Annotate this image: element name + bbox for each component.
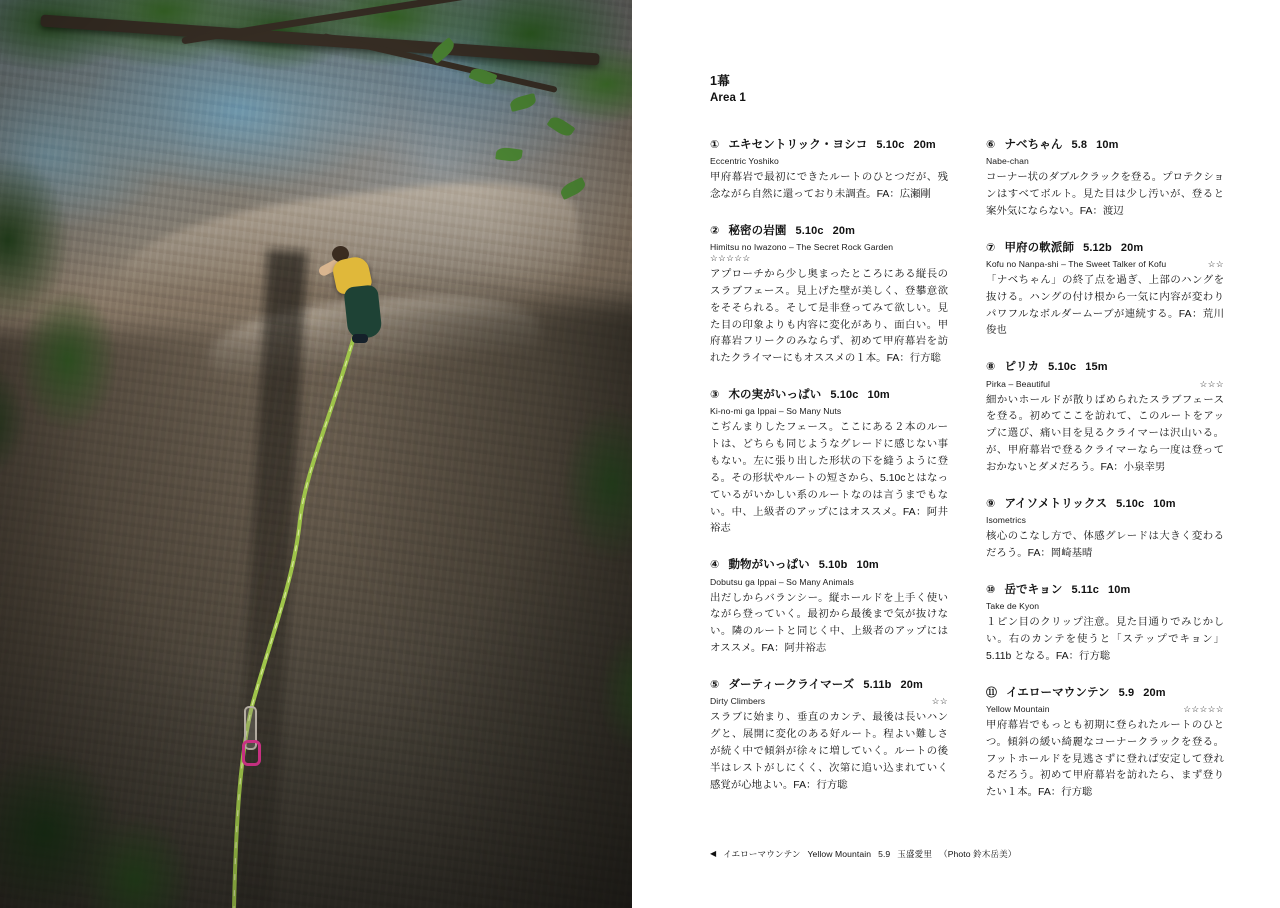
route-grade: 5.10c [830,389,859,402]
route-length: 10m [1096,138,1119,151]
route-description: コーナー状のダブルクラックを登る。プロテクションはすべてボルト。見た目は少し汚いが、登ると案外気にならない。FA：渡辺 [986,172,1225,217]
route-length: 20m [913,138,936,151]
route-name-ja: エキセントリック・ヨシコ [728,138,868,151]
route-number: ④ [710,559,720,572]
route-title-line [986,359,1224,376]
route-entry [710,557,948,658]
route-sub-line [986,258,1224,270]
route-description: スラブに始まり、垂直のカンテ、最後は長いハングと、展開に変化のある好ルート。程よい難しさが続く中で傾斜が徐々に増していく。ルートの後半はレストがしにくく、次第に追い込まれていく感覚が心地よい。FA：行方聡 [710,712,948,791]
route-name-en: Dirty Climbers [710,696,766,707]
route-description: アプローチから少し奥まったところにある縦長のスラブフェース。見上げた壁が美しく、登攀意欲をそそられる。そして是非登ってみて欲しい。見た目の印象よりも内容に変化があり、面白い。甲府幕岩フリークのみならず、初めて甲府幕岩を訪れたクライマーにもオススメの１本。FA：行方聡 [710,269,948,365]
route-grade: 5.9 [1118,686,1135,699]
left-arrow-icon: ◀ [710,849,717,858]
route-description: 甲府幕岩でもっとも初期に登られたルートのひとつ。傾斜の緩い綺麗なコーナークラックを登る。フットホールドを見逃さずに登れば安定して登れるだろう。初めて甲府幕岩を訪れたら、まず登りたい１本。FA：行方聡 [986,719,1224,799]
route-description: 出だしからバランシー。縦ホールドを上手く使いながら登っていく。最初から最後まで気が抜けない。隣のルートと同じく中、上級者のアップにはオススメ。FA：阿井裕志 [710,592,948,655]
route-star-rating: ☆☆☆☆☆ [710,253,751,264]
route-length: 10m [867,389,890,402]
route-grade: 5.10c [1048,361,1077,374]
route-length: 20m [1143,686,1166,699]
route-title-line [710,223,948,240]
route-entry [986,685,1224,803]
route-sub-line [710,576,948,588]
route-star-rating: ☆☆☆ [1199,378,1224,389]
route-description: 甲府幕岩で最初にできたルートのひとつだが、残念ながら自然に還っており未調査。FA：広瀬剛 [710,172,948,200]
route-grade: 5.10c [1116,497,1145,510]
route-number: ③ [710,389,720,402]
route-title-line [710,557,948,574]
route-number: ① [710,138,720,151]
climbing-photo [0,0,632,908]
area-title-ja: 1幕 [710,74,730,88]
route-grade: 5.10c [795,224,824,237]
route-number: ⑪ [986,686,998,699]
caption-climber: 玉盛愛里 [897,849,933,859]
route-length: 20m [1120,241,1144,254]
route-sub-line [986,600,1224,612]
route-entry [986,496,1224,563]
route-star-rating: ☆☆ [931,696,948,707]
route-grade: 5.10c [876,138,905,151]
route-length: 10m [856,559,879,572]
route-description: １ピン目のクリップ注意。見た目通りでみじかしい。右のカンテを使うと「ステップでキョン」5.11b となる。FA：行方聡 [986,617,1224,662]
route-number: ⑦ [986,241,996,254]
route-title-line [986,240,1224,257]
route-title-line [986,496,1224,513]
route-length: 20m [832,224,855,237]
route-entry [986,359,1224,477]
route-title-line [986,582,1224,599]
route-title-line [986,685,1224,702]
route-name-ja: ピリカ [1004,361,1040,374]
route-description: 細かいホールドが散りばめられたスラブフェースを登る。初めてここを訪れて、このルートをアップに選び、痛い目を見るクライマーは沢山いる。が、甲府幕岩で登るクライマーなら一度は登っておかないとダメだろう。FA：小泉幸男 [986,394,1224,473]
caption-route-ja: イエローマウンテン [723,849,801,859]
route-sub-line [986,155,1224,167]
route-title-line [710,387,948,404]
route-descriptions-page [632,0,1280,908]
route-name-en: Eccentric Yoshiko [710,156,779,167]
route-number: ⑥ [986,138,996,151]
caption-grade: 5.9 [878,849,891,859]
route-name-en: Isometrics [986,515,1027,526]
route-name-en: Dobutsu ga Ippai – So Many Animals [710,576,854,587]
route-grade: 5.8 [1071,138,1088,151]
route-entry [710,223,948,368]
route-number: ⑧ [986,361,996,374]
route-name-ja: ナベちゃん [1004,138,1063,151]
route-entry [710,677,948,795]
route-entry [986,240,1224,341]
route-sub-line [710,405,948,417]
route-name-ja: アイソメトリックス [1004,497,1108,510]
route-name-ja: 動物がいっぱい [728,559,810,572]
route-name-ja: イエローマウンテン [1006,686,1110,699]
route-number: ⑩ [986,583,996,596]
route-name-ja: 木の実がいっぱい [728,389,822,402]
caption-photo-credit: （Photo 鈴木岳美） [939,849,1017,859]
photo-caption [710,848,1016,860]
route-title-line [986,137,1224,154]
route-grade: 5.10b [818,559,848,572]
page-title [710,72,1224,107]
route-length: 10m [1153,497,1176,510]
route-description: こぢんまりしたフェース。ここにある２本のルートは、どちらも同じようなグレードに感じない事もない。左に張り出した形状の下を縫うように登る。その形状やルートの短さから、5.10cとはなっているがいかしい系のルートなのは言うまでもない。中、上級者のアップにはオススメ。FA：阿井裕志 [710,422,948,535]
route-name-en: Himitsu no Iwazono – The Secret Rock Garden [710,242,894,253]
route-grade: 5.11c [1071,583,1100,596]
route-entry [710,387,948,538]
route-sub-line [710,155,948,167]
route-entry [986,137,1224,221]
route-name-en: Kofu no Nanpa-shi – The Sweet Talker of Kofu [986,258,1167,269]
route-sub-line [986,378,1224,390]
route-name-en: Yellow Mountain [986,703,1050,714]
route-number: ② [710,224,720,237]
route-entry [986,582,1224,666]
route-name-ja: 秘密の岩園 [728,224,787,237]
route-number: ⑤ [710,678,720,691]
route-name-en: Nabe-chan [986,156,1029,167]
route-name-ja: ダーティークライマーズ [728,678,855,691]
route-length: 10m [1108,583,1131,596]
route-length: 20m [900,678,923,691]
route-name-en: Take de Kyon [986,600,1040,611]
route-title-line [710,137,948,154]
area-title-en: Area 1 [710,92,746,105]
photo-vignette [0,0,632,908]
route-entry [710,137,948,204]
route-star-rating: ☆☆☆☆☆ [1183,703,1224,714]
route-description: 「ナベちゃん」の終了点を過ぎ、上部のハングを抜ける。ハングの付け根から一気に内容が変わりパワフルなボルダームーブが連続する。FA：荒川俊也 [986,274,1224,337]
route-number: ⑨ [986,497,996,510]
route-title-line [710,677,948,694]
route-sub-line [710,695,948,707]
route-name-ja: 岳でキョン [1004,583,1063,596]
route-grade: 5.12b [1083,241,1112,254]
route-sub-line [710,241,948,253]
route-name-ja: 甲府の軟派師 [1004,241,1075,254]
route-sub-line [986,514,1224,526]
route-length: 15m [1085,361,1108,374]
route-sub-line [986,703,1224,715]
photo-canvas [0,0,632,908]
route-description: 核心のこなし方で、体感グレードは大きく変わるだろう。FA：岡崎基晴 [986,531,1224,559]
route-columns [710,137,1224,821]
route-name-en: Pirka – Beautiful [986,378,1051,389]
route-column-left [710,137,948,821]
caption-route-en: Yellow Mountain [807,849,872,859]
route-star-rating: ☆☆ [1207,258,1224,269]
route-name-en: Ki-no-mi ga Ippai – So Many Nuts [710,406,842,417]
route-grade: 5.11b [863,678,892,691]
route-column-right [986,137,1224,821]
